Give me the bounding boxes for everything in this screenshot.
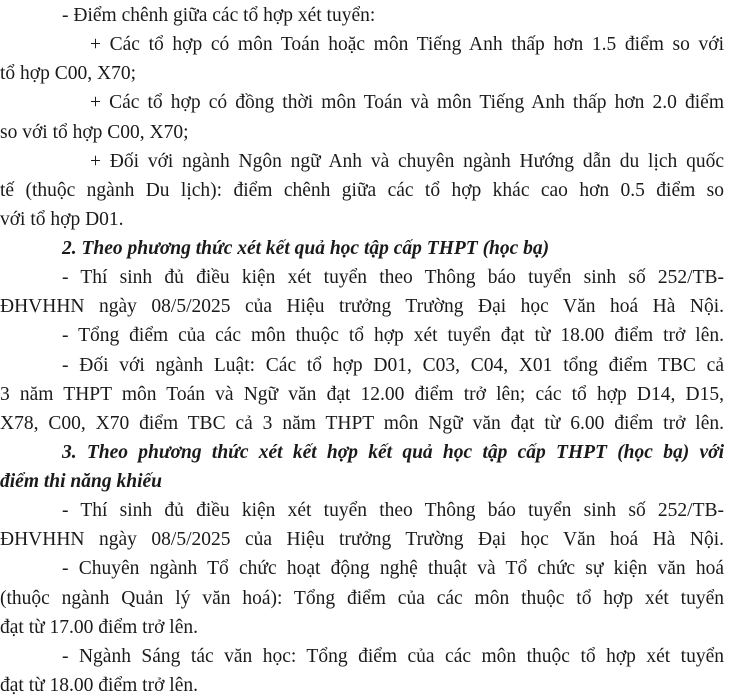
text-line: ĐHVHHN ngày 08/5/2025 của Hiệu trưởng Trường Đại học Văn hoá Hà Nội. xyxy=(0,296,724,317)
text-line: đạt từ 17.00 điểm trở lên. xyxy=(0,617,198,638)
text-line: - Chuyên ngành Tổ chức hoạt động nghệ thuật và Tổ chức sự kiện văn hoá xyxy=(62,558,724,579)
section-heading-3: 3. Theo phương thức xét kết hợp kết quả học tập cấp THPT (học bạ) với xyxy=(62,442,724,463)
text-line: + Các tổ hợp có môn Toán hoặc môn Tiếng Anh thấp hơn 1.5 điểm so với xyxy=(90,34,724,55)
section-heading-2: 2. Theo phương thức xét kết quả học tập cấp THPT (học bạ) xyxy=(62,238,550,259)
text-line: với tổ hợp D01. xyxy=(0,209,124,230)
text-line: tế (thuộc ngành Du lịch): điểm chênh giữa các tổ hợp khác cao hơn 0.5 điểm so xyxy=(0,180,724,201)
text-line: tổ hợp C00, X70; xyxy=(0,63,136,84)
text-line: đạt từ 18.00 điểm trở lên. xyxy=(0,675,198,696)
text-line: - Điểm chênh giữa các tổ hợp xét tuyển: xyxy=(62,5,376,26)
text-line: 3 năm THPT môn Toán và Ngữ văn đạt 12.00 điểm trở lên; các tổ hợp D14, D15, xyxy=(0,384,724,405)
text-line: (thuộc ngành Quản lý văn hoá): Tổng điểm của các môn thuộc tổ hợp xét tuyển xyxy=(0,588,724,609)
text-line: - Tổng điểm của các môn thuộc tổ hợp xét tuyển đạt từ 18.00 điểm trở lên. xyxy=(62,325,724,346)
text-line: + Đối với ngành Ngôn ngữ Anh và chuyên ngành Hướng dẫn du lịch quốc xyxy=(90,151,724,172)
text-line: - Đối với ngành Luật: Các tổ hợp D01, C03, C04, X01 tổng điểm TBC cả xyxy=(62,355,724,376)
text-line: + Các tổ hợp có đồng thời môn Toán và môn Tiếng Anh thấp hơn 2.0 điểm xyxy=(90,92,724,113)
text-line: - Thí sinh đủ điều kiện xét tuyển theo Thông báo tuyển sinh số 252/TB- xyxy=(62,500,724,521)
text-line: X78, C00, X70 điểm TBC cả 3 năm THPT môn Ngữ văn đạt từ 6.00 điểm trở lên. xyxy=(0,413,724,434)
text-line: ĐHVHHN ngày 08/5/2025 của Hiệu trưởng Trường Đại học Văn hoá Hà Nội. xyxy=(0,529,724,550)
section-heading-3-cont: điểm thi năng khiếu xyxy=(0,471,162,492)
text-line: so với tổ hợp C00, X70; xyxy=(0,122,189,143)
text-line: - Ngành Sáng tác văn học: Tổng điểm của các môn thuộc tổ hợp xét tuyển xyxy=(62,646,724,667)
text-line: - Thí sinh đủ điều kiện xét tuyển theo Thông báo tuyển sinh số 252/TB- xyxy=(62,267,724,288)
